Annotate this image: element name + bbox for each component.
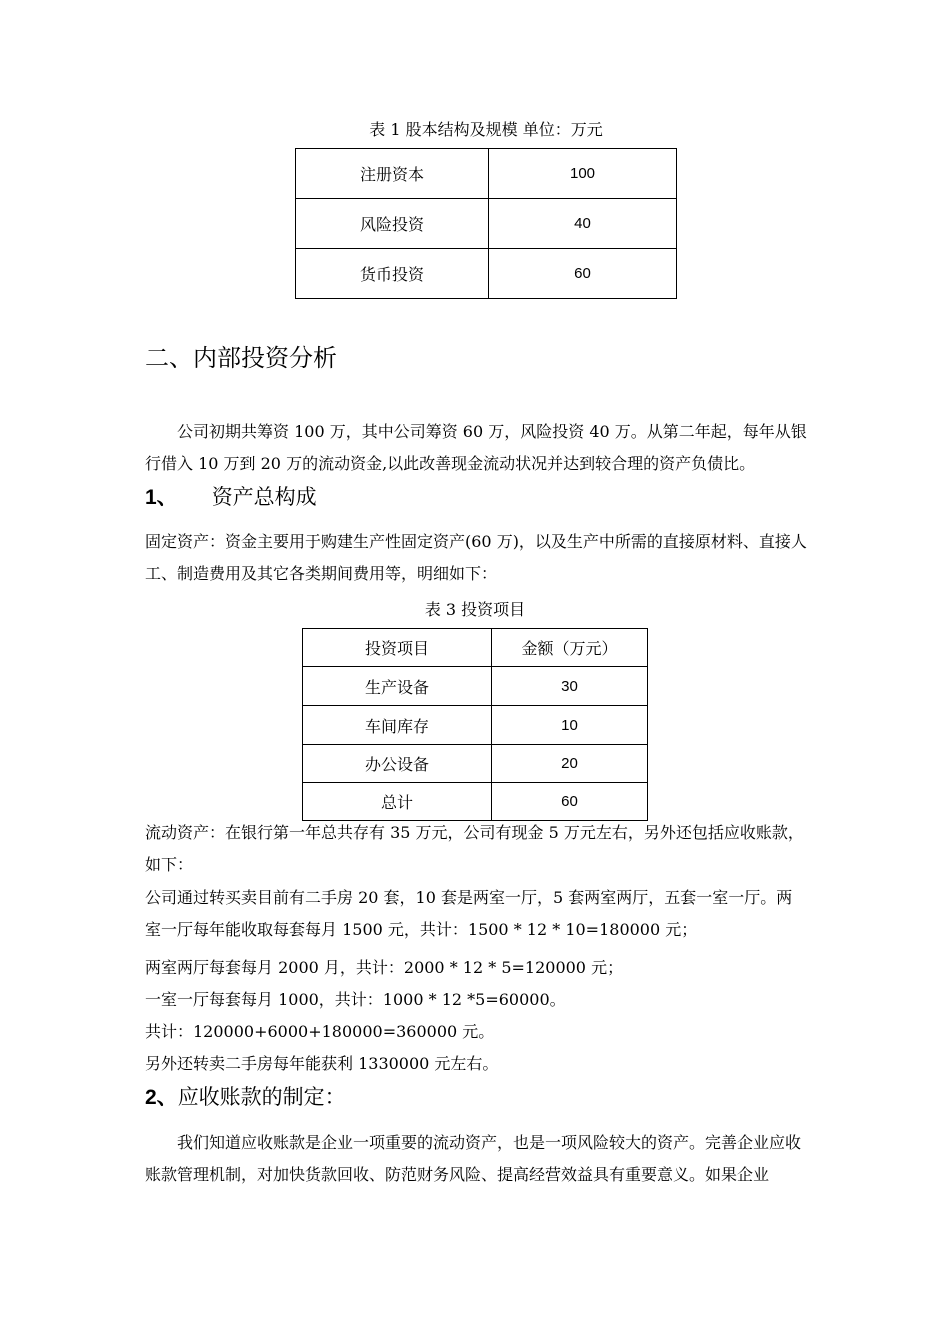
table-cell-value: 40 <box>489 199 677 249</box>
table-row <box>296 149 677 199</box>
table-cell-item: 车间库存 <box>303 706 492 745</box>
subsection-heading-1 <box>145 481 317 511</box>
table-cell-item: 办公设备 <box>303 745 492 783</box>
column-header-item: 投资项目 <box>303 629 492 667</box>
fixed-assets-paragraph: 固定资产：资金主要用于购建生产性固定资产(60 万)，以及生产中所需的直接原材料、直接人工、制造费用及其它各类期间费用等，明细如下： <box>145 532 807 583</box>
housing-detail-paragraph: 公司通过转买卖目前有二手房 20 套，10 套是两室一厅，5 套两室两厅，五套一室一厅。两室一厅每年能收取每套每月 1500 元，共计：1500 * 12 * 10=180000 元； <box>145 888 793 939</box>
table-cell-amount: 20 <box>492 745 648 783</box>
calc-line-resale-profit: 另外还转卖二手房每年能获利 1330000 元左右。 <box>145 1054 499 1073</box>
table-cell-amount: 30 <box>492 667 648 706</box>
table-cell-label: 风险投资 <box>296 199 489 249</box>
table1-caption: 表 1 股本结构及规模 单位：万元 <box>369 120 603 139</box>
subsection-title: 应收账款的制定： <box>177 1085 346 1109</box>
table-cell-amount: 10 <box>492 706 648 745</box>
subsection-title: 资产总构成 <box>211 485 317 509</box>
table-cell-label: 注册资本 <box>296 149 489 199</box>
calc-line-one-bedroom: 一室一厅每套每月 1000，共计：1000 * 12 *5=60000。 <box>145 990 566 1009</box>
table-row <box>303 745 648 783</box>
subsection-number: 1、 <box>145 486 178 509</box>
equity-structure-table <box>295 148 677 299</box>
subsection-heading-2 <box>145 1081 346 1111</box>
calc-line-two-bedroom: 两室两厅每套每月 2000 月，共计：2000 * 12 * 5=120000 元； <box>145 958 624 977</box>
table3-caption: 表 3 投资项目 <box>424 600 526 619</box>
intro-paragraph: 公司初期共筹资 100 万，其中公司筹资 60 万，风险投资 40 万。从第二年起，每年从银行借入 10 万到 20 万的流动资金,以此改善现金流动状况并达到较合理的资产负债比。 <box>145 422 807 473</box>
subsection-number: 2、 <box>145 1086 178 1109</box>
table-cell-value: 60 <box>489 249 677 299</box>
table-cell-label: 货币投资 <box>296 249 489 299</box>
table-row <box>303 667 648 706</box>
table-row <box>303 706 648 745</box>
current-assets-paragraph: 流动资产：在银行第一年总共存有 35 万元，公司有现金 5 万元左右，另外还包括应收账款，如下： <box>145 823 804 874</box>
table-row <box>303 783 648 821</box>
table-cell-item: 生产设备 <box>303 667 492 706</box>
table-cell-item: 总计 <box>303 783 492 821</box>
column-header-amount: 金额（万元） <box>492 629 648 667</box>
receivables-paragraph: 我们知道应收账款是企业一项重要的流动资产，也是一项风险较大的资产。完善企业应收账款管理机制，对加快货款回收、防范财务风险、提高经营效益具有重要意义。如果企业 <box>145 1133 802 1184</box>
table-row <box>296 199 677 249</box>
table-cell-value: 100 <box>489 149 677 199</box>
investment-items-table <box>302 628 648 821</box>
section-heading: 二、内部投资分析 <box>145 344 337 372</box>
table-row <box>296 249 677 299</box>
calc-line-total: 共计：120000+6000+180000=360000 元。 <box>145 1022 495 1041</box>
table-cell-amount: 60 <box>492 783 648 821</box>
table-header-row <box>303 629 648 667</box>
